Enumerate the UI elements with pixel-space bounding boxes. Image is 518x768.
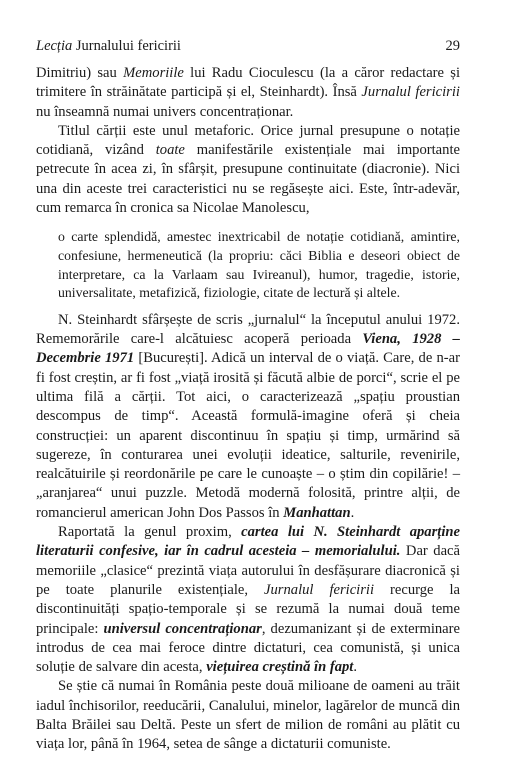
p3-bold-italic-period: Viena, 1928 – Decembrie 1971 (36, 331, 460, 367)
running-title (36, 38, 181, 55)
paragraph-1 (36, 64, 460, 122)
block-quote: o carte splendidă, amestec inextricabil de notație cotidiană, amintire, confesiune, hermeneutică (la propriu: căci Biblia e deseori obiect de interpretare, ca la Varlaam sau Ivireanul), humor, tragedie, istorie, universalitate, metafizică, fiziologie, citate de lectură și altele. (58, 229, 460, 301)
page-number: 29 (445, 38, 460, 54)
paragraph-5: Se știe că numai în România peste două milioane de oameni au trăit iadul închisorilor, reeducării, Canalului, minelor, lagărelor de muncă din Balta Brăilei sau Deltă. Peste un sfert de milion de români au plătit cu viața lor, până în 1964, setea de sânge a dictaturii comuniste. (36, 678, 460, 753)
p2-text-a: Titlul cărții este unul metaforic. Orice jurnal presupune o notație cotidiană, vizând (36, 122, 460, 159)
p1-text-e: nu înseamnă numai univers concentraționar. (36, 103, 294, 120)
p4-text-e: recurge la discontinuități spațio-temporale și se rezumă la numai două teme principale: (36, 581, 460, 637)
p2-italic-toate: toate (155, 142, 185, 159)
p4-bold-italic-vietuirea: viețuirea creștină în fapt (206, 659, 354, 676)
p3-text-e: . (350, 504, 355, 521)
p4-text-c: Dar dacă memoriile „clasice“ prezintă viața autorului în desfășurare diacronică și pe toate planurile existențiale, (36, 543, 461, 598)
p1-text-a: Dimitriu) sau (36, 65, 124, 81)
p1-italic-jurnalul: Jurnalul fericirii (361, 84, 460, 101)
running-title-italic: Lecția (36, 38, 73, 54)
p1-text-c: lui Radu Cioculescu (la a căror redactare și trimitere în străinătate participă și el, Steinhardt). Însă (36, 65, 460, 101)
p1-italic-memoriile: Memoriile (123, 65, 184, 81)
paragraph-3 (36, 311, 460, 523)
p4-text-i: . (353, 659, 358, 676)
p4-italic-jurnalul: Jurnalul fericirii (264, 581, 375, 598)
running-title-rest: Jurnalului fericirii (72, 38, 181, 54)
p4-bold-italic-universul: universul concentraționar (103, 620, 262, 637)
p3-text-c: [București]. Adică un interval de o viață. Care, de n-ar fi fost creștin, ar fi fost „viață irosită și făcută albie de porci“, scrie el pe ultima filă a cărții. Tot aici, o caracterizează „spațiu proustian descompus de timp“. Această formulă-imagine oferă și cheia construcției: un aparent discontinuu în spațiu și timp, urmărind să sugereze, în conturarea unei evoluții ideatice, salturile, revenirile, realcătuirile și reordonările pe care le cunoaște – o știm din copilărie! – „aranjarea“ unui puzzle. Metodă modernă folosită, printre alții, de romancierul american John Dos Passos în (36, 350, 460, 521)
body-text (36, 64, 460, 755)
p2-text-c: manifestările existențiale mai importante petrecute în acea zi, în sfârșit, presupune continuitate (diacronie). Nici una din aceste trei caracteristici nu se regăsește aici. Este, într-adevăr, cum remarca în cronica sa Nicolae Manolescu, (36, 142, 460, 217)
p3-bold-italic-manhattan: Manhattan (283, 504, 351, 521)
running-header (36, 38, 460, 58)
p4-text-a: Raportată la genul proxim, (58, 524, 242, 541)
paragraph-2 (36, 122, 460, 218)
p3-text-a: N. Steinhardt sfârșește de scris „jurnalul“ la începutul anului 1972. Rememorările care-l alcătuiesc acoperă perioada (36, 311, 460, 348)
p4-bold-italic-genre: cartea lui N. Steinhardt aparține literaturii confesive, iar în cadrul acesteia – memorialului. (36, 524, 460, 560)
paragraph-4 (36, 523, 460, 677)
p4-text-g: , dezumanizant și de exterminare introdus de cea mai feroce dintre dictaturi, cea comunistă, și unica soluție de salvare din acesta, (36, 620, 460, 676)
